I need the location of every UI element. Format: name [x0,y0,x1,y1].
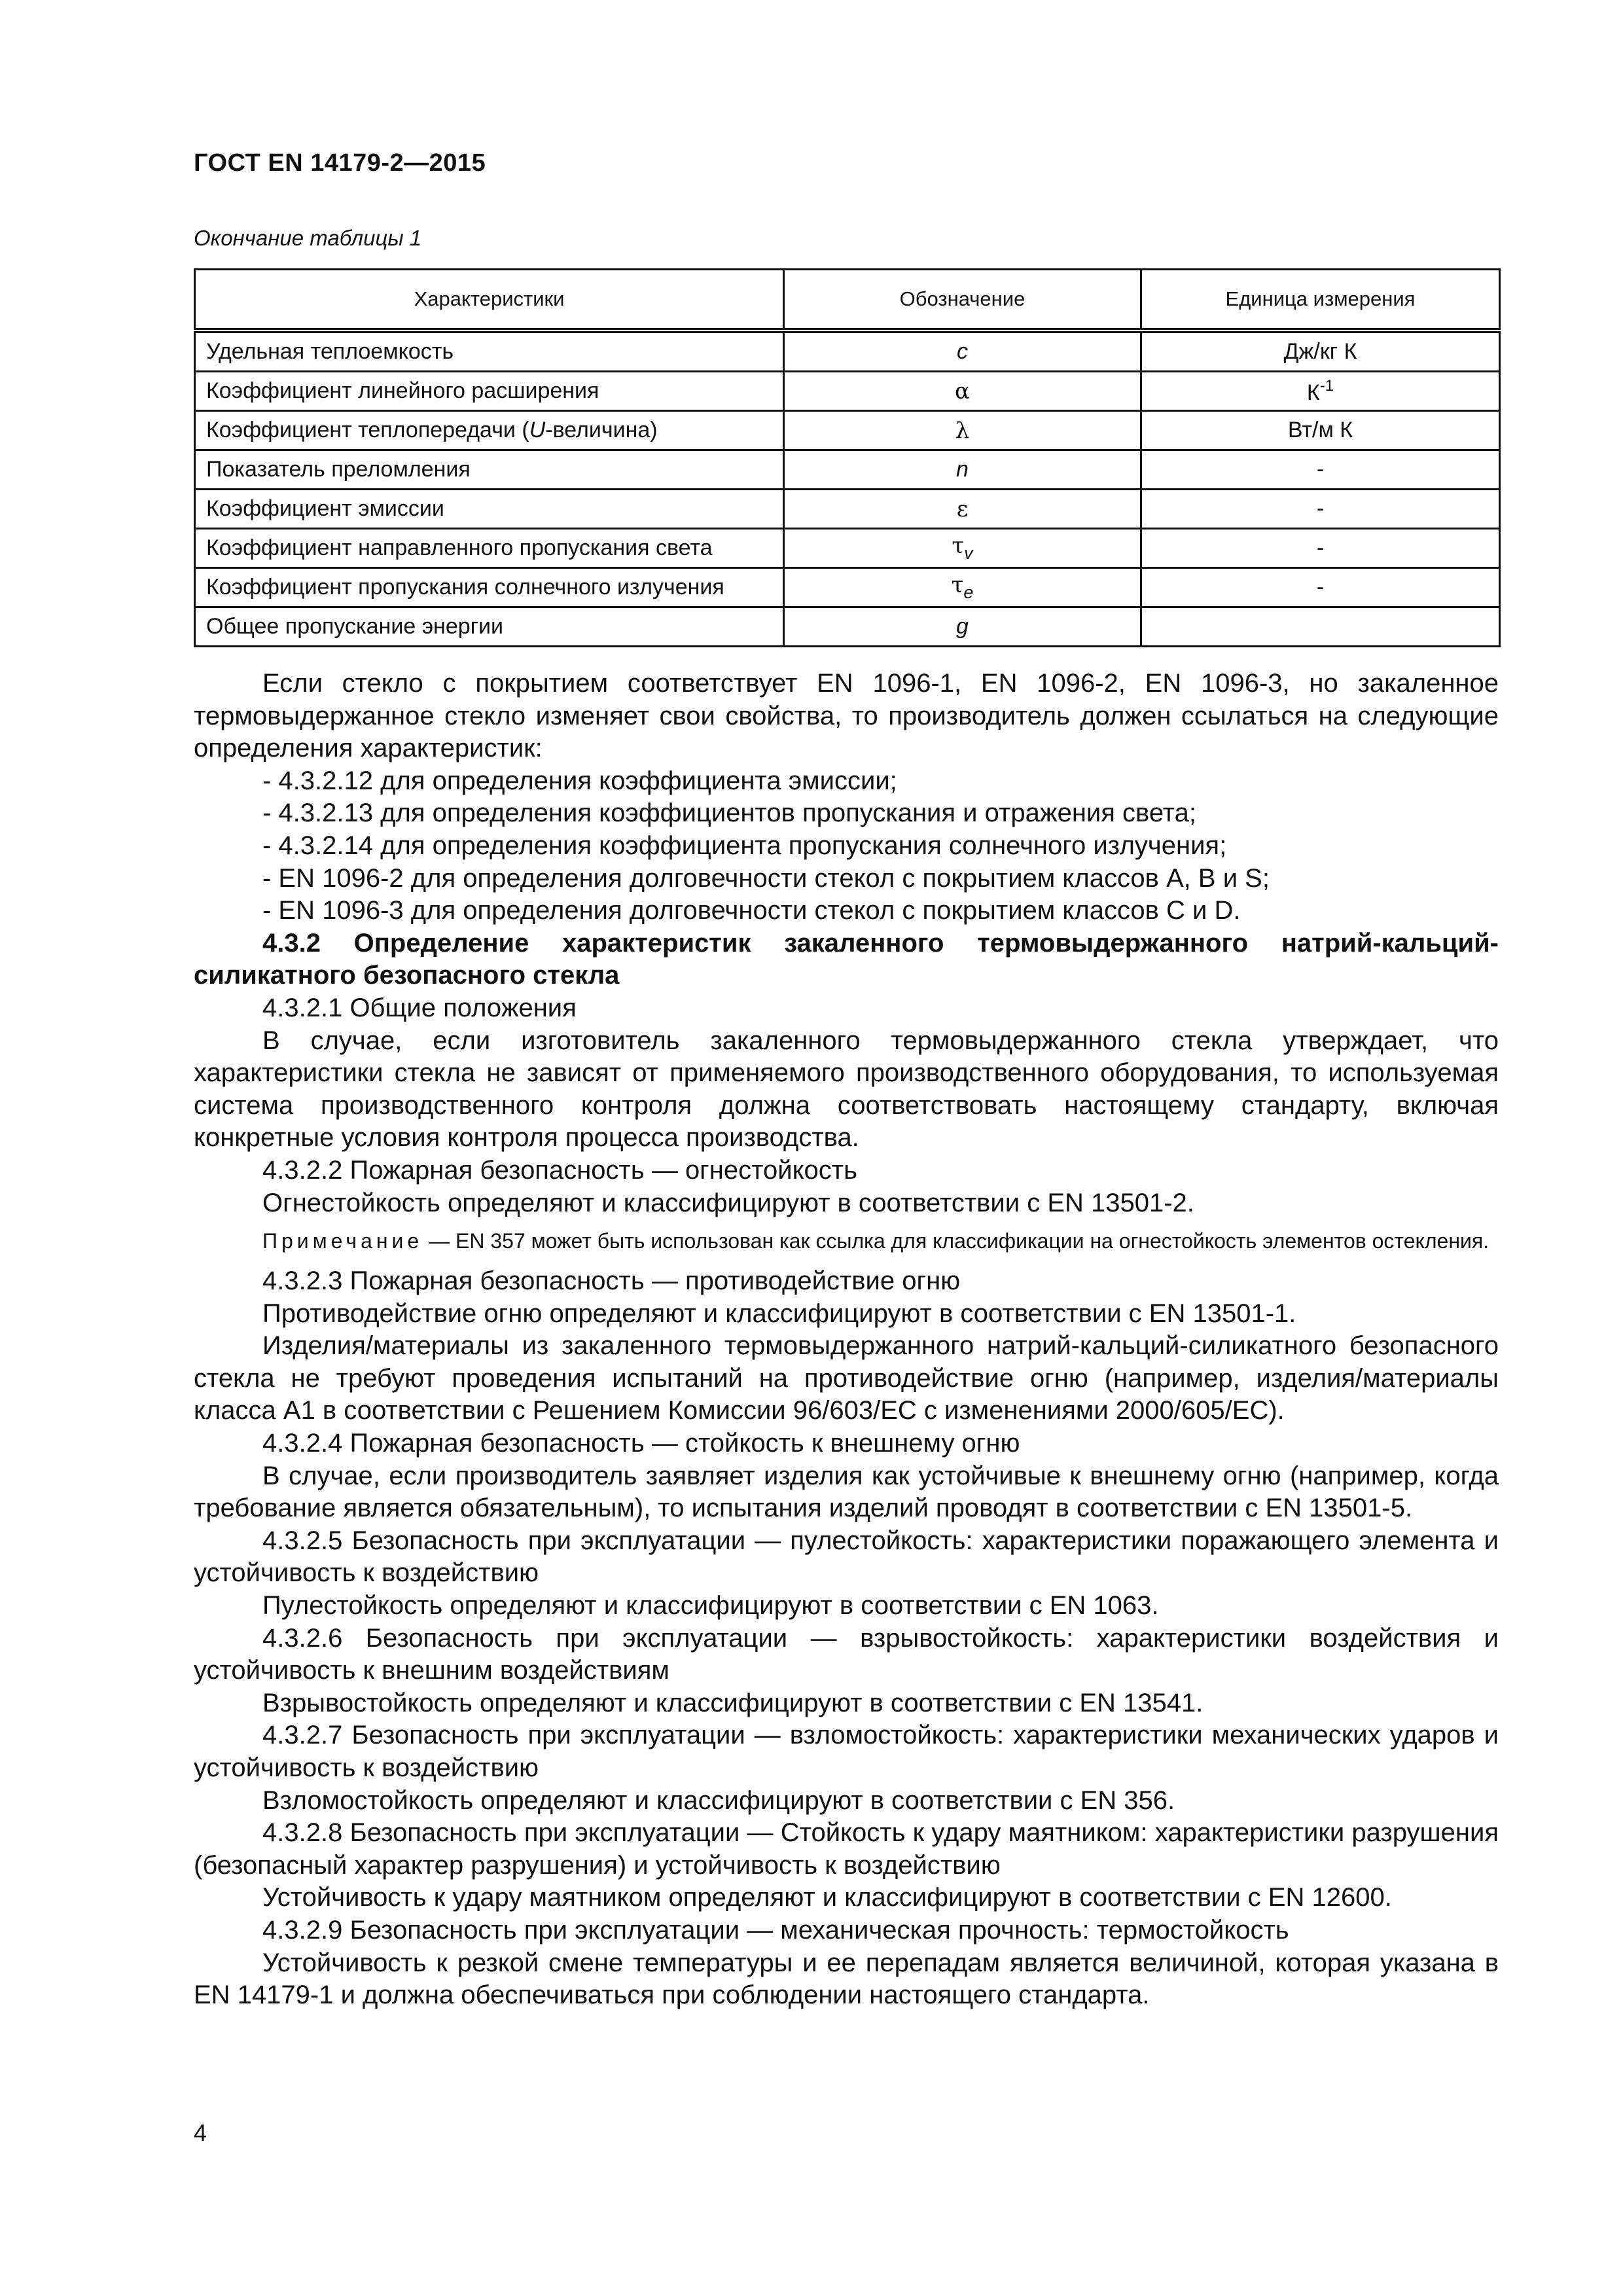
subsection-text: Устойчивость к резкой смене температуры и ее перепадам является величиной, которая указана в EN 14179-1 и должна обеспечиваться при соблюдении настоящего стандарта. [194,1948,1499,2010]
unit-cell: - [1141,450,1500,490]
subsection-title: 4.3.2.7 Безопасность при эксплуатации — взломостойкость: характеристики механических ударов и устойчивость к воздействию [194,1721,1499,1782]
subsection-title: 4.3.2.4 Пожарная безопасность — стойкость к внешнему огню [262,1429,1020,1458]
characteristic-text: -величина) [545,418,658,442]
subsection-title: 4.3.2.8 Безопасность при эксплуатации — Стойкость к удару маятником: характеристики разрушения (безопасный характер разрушения) и устойчивость к воздействию [194,1818,1499,1880]
symbol-cell: g [784,607,1141,647]
list-item: - EN 1096-3 для определения долговечности стекол с покрытием классов С и D. [262,896,1241,925]
symbol-cell: ε [784,490,1141,529]
table-row [195,607,1500,647]
intro-paragraph: Если стекло с покрытием соответствует EN 1096-1, EN 1096-2, EN 1096-3, но закаленное термовыдержанное стекло изменяет свои свойства, то производитель должен ссылаться на следующие определения характеристик: [194,669,1499,763]
unit-cell [1141,607,1500,647]
unit-cell: - [1141,529,1500,568]
list-item: - 4.3.2.12 для определения коэффициента эмиссии; [262,766,897,795]
subsection-text: Устойчивость к удару маятником определяют и классифицируют в соответствии с EN 12600. [262,1883,1392,1912]
symbol-cell: α [784,372,1141,411]
characteristic-cell: Коэффициент линейного расширения [195,372,784,411]
list-item: - 4.3.2.14 для определения коэффициента пропускания солнечного излучения; [262,831,1227,860]
table-row [195,568,1500,607]
table-continuation-caption: Окончание таблицы 1 [194,226,422,250]
table-row [195,411,1500,450]
subsection-text: Взрывостойкость определяют и классифицируют в соответствии с EN 13541. [262,1688,1204,1717]
subsection-title: 4.3.2.9 Безопасность при эксплуатации — механическая прочность: термостойкость [262,1915,1289,1945]
list-item: - 4.3.2.13 для определения коэффициентов пропускания и отражения света; [262,798,1196,828]
list-item: - EN 1096-2 для определения долговечности стекол с покрытием классов А, В и S; [262,863,1270,893]
table-row [195,450,1500,490]
column-header-symbol: Обозначение [784,270,1141,331]
table-row [195,490,1500,529]
unit-cell: - [1141,490,1500,529]
symbol-subscript: e [963,583,974,602]
section-heading: 4.3.2 Определение характеристик закаленного термовыдержанного натрий-кальций-силикатного безопасного стекла [194,928,1499,990]
symbol-cell [784,529,1141,568]
characteristic-cell: Коэффициент эмиссии [195,490,784,529]
characteristic-text: Коэффициент теплопередачи ( [206,418,529,442]
subsection-title: 4.3.2.5 Безопасность при эксплуатации — пулестойкость: характеристики поражающего элемента и устойчивость к воздействию [194,1526,1499,1588]
subsection-text: Изделия/материалы из закаленного термовыдержанного натрий-кальций-силикатного безопасного стекла не требуют проведения испытаний на противодействие огню (например, изделия/материалы класса А1 в соответствии с Решением Комиссии 96/603/ЕС с изменениями 2000/605/ЕС). [194,1331,1499,1426]
column-header-unit: Единица измерения [1141,270,1500,331]
characteristic-cell: Коэффициент пропускания солнечного излучения [195,568,784,607]
table-row [195,529,1500,568]
subsection-text: Огнестойкость определяют и классифицируют в соответствии с EN 13501-2. [262,1188,1194,1217]
unit-cell: Дж/кг К [1141,331,1500,372]
note-paragraph [194,1227,1499,1255]
column-header-characteristics: Характеристики [195,270,784,331]
symbol-cell: n [784,450,1141,490]
subsection-title: 4.3.2.2 Пожарная безопасность — огнестойкость [262,1155,857,1185]
document-header: ГОСТ EN 14179-2—2015 [194,149,486,177]
characteristic-cell: Общее пропускание энергии [195,607,784,647]
symbol-cell [784,568,1141,607]
unit-cell: Вт/м К [1141,411,1500,450]
symbol-cell: c [784,331,1141,372]
subsection-text: В случае, если изготовитель закаленного термовыдержанного стекла утверждает, что характеристики стекла не зависят от применяемого производственного оборудования, то используемая система производственного контроля должна соответствовать настоящему стандарту, включая конкретные условия контроля процесса производства. [194,1026,1499,1153]
note-text: — EN 357 может быть использован как ссылка для классификации на огнестойкость элементов остекления. [423,1229,1489,1253]
unit-exponent: -1 [1319,376,1334,395]
symbol-cell: λ [784,411,1141,450]
subsection-title: 4.3.2.1 Общие положения [262,993,577,1022]
symbol-base: τ [952,533,965,559]
note-label: Примечание [262,1229,423,1253]
unit-cell: - [1141,568,1500,607]
subsection-text: Пулестойкость определяют и классифицируют в соответствии с EN 1063. [262,1591,1159,1621]
characteristic-italic-symbol: U [529,418,546,442]
symbol-base: τ [951,572,964,598]
subsection-title: 4.3.2.3 Пожарная безопасность — противодействие огню [262,1266,961,1296]
table-row [195,331,1500,372]
subsection-text: В случае, если производитель заявляет изделия как устойчивые к внешнему огню (например, когда требование является обязательным), то испытания изделий проводят в соответствии с EN 13501-5. [194,1461,1499,1523]
table-row [195,372,1500,411]
document-body [194,668,1499,2012]
page-number: 4 [194,2119,207,2146]
characteristic-cell [195,411,784,450]
characteristic-cell: Коэффициент направленного пропускания света [195,529,784,568]
characteristic-cell: Показатель преломления [195,450,784,490]
unit-base: К [1306,380,1320,405]
characteristic-cell: Удельная теплоемкость [195,331,784,372]
unit-cell [1141,372,1500,411]
subsection-text: Взломостойкость определяют и классифицируют в соответствии с EN 356. [262,1785,1175,1815]
subsection-text: Противодействие огню определяют и классифицируют в соответствии с EN 13501-1. [262,1299,1296,1328]
characteristics-table [194,268,1501,647]
subsection-title: 4.3.2.6 Безопасность при эксплуатации — взрывостойкость: характеристики воздействия и устойчивость к внешним воздействиям [194,1623,1499,1685]
symbol-subscript: v [964,543,973,563]
table-header-row [195,270,1500,331]
